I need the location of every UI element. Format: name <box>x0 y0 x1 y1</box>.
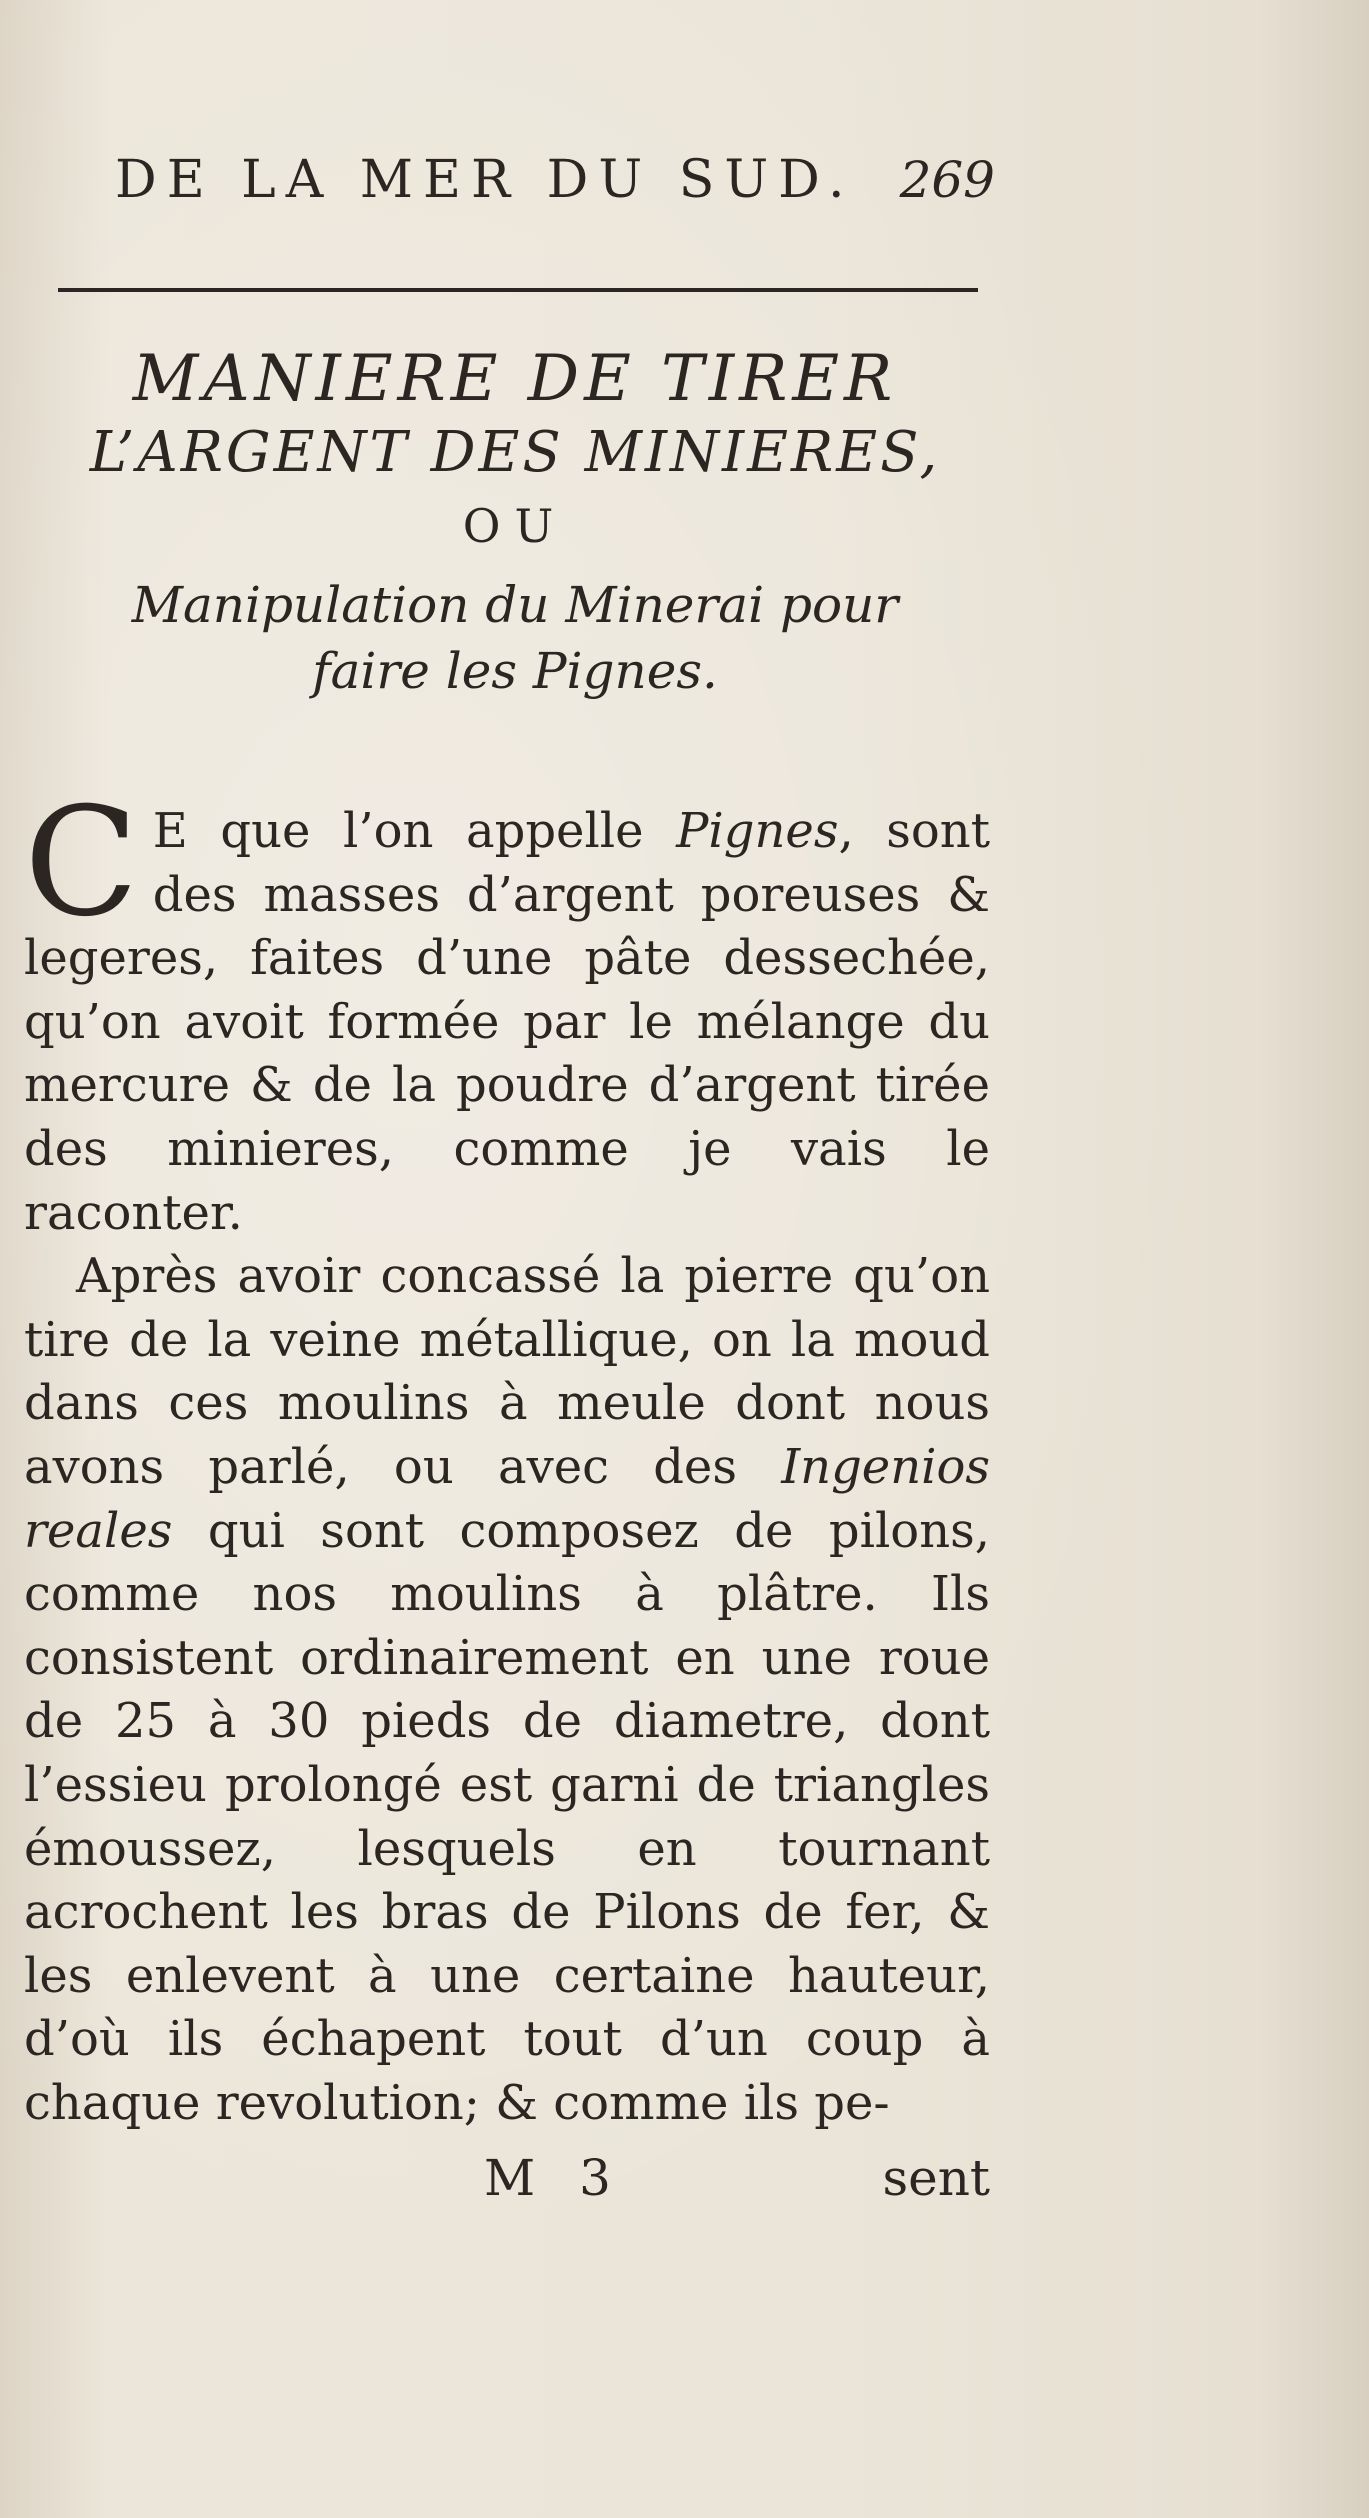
paragraph-1-end: , sont des masses d’argent poreuses & legeres, faites d’une pâte dessechée, qu’on avoit formée par le mélange du mercure & de la poudre d’argent tirée des minieres, comme je vais le raconter. <box>24 803 991 1241</box>
drop-cap: C <box>24 776 139 950</box>
term-ingenios-reales: Ingenios reales <box>24 1438 990 1559</box>
chapter-subtitle-line2: faire les Pignes. <box>312 642 718 700</box>
chapter-subtitle <box>20 572 1010 704</box>
paragraph-1-start: E que l’on appelle <box>152 803 677 859</box>
header-rule <box>58 288 978 292</box>
body-text <box>24 776 991 2135</box>
chapter-connector: OU <box>462 499 568 553</box>
signature-mark: M 3 <box>484 2149 625 2207</box>
page-number: 269 <box>899 151 995 209</box>
chapter-title-line2: L’ARGENT DES MINIERES, <box>89 420 941 485</box>
chapter-heading <box>20 340 1010 704</box>
paragraph-2-start: Après avoir concassé la pierre qu’on tire de la veine métallique, on la moud dans ces moulins à meule dont nous avons parlé, ou avec des <box>24 1248 990 1495</box>
paragraph-1 <box>24 776 991 1245</box>
paragraph-2 <box>24 1245 990 2135</box>
term-pignes: Pignes <box>676 803 839 859</box>
running-head-title: DE LA MER DU SUD. <box>115 150 855 210</box>
paragraph-2-end: qui sont composez de pilons, comme nos moulins à plâtre. Ils consistent ordinairement en une roue de 25 à 30 pieds de diametre, dont l’essieu prolongé est garni de triangles émoussez, lesquels en tournant acrochent les bras de Pilons de fer, & les enlevent à une certaine hauteur, d’où ils échapent tout d’un coup à chaque revolution; & comme ils pe- <box>24 1502 990 2131</box>
chapter-subtitle-line1: Manipulation du Minerai pour <box>131 576 899 634</box>
catchword: sent <box>882 2149 990 2207</box>
chapter-title-line1: MANIERE DE TIRER <box>132 342 898 416</box>
running-head <box>115 150 995 210</box>
